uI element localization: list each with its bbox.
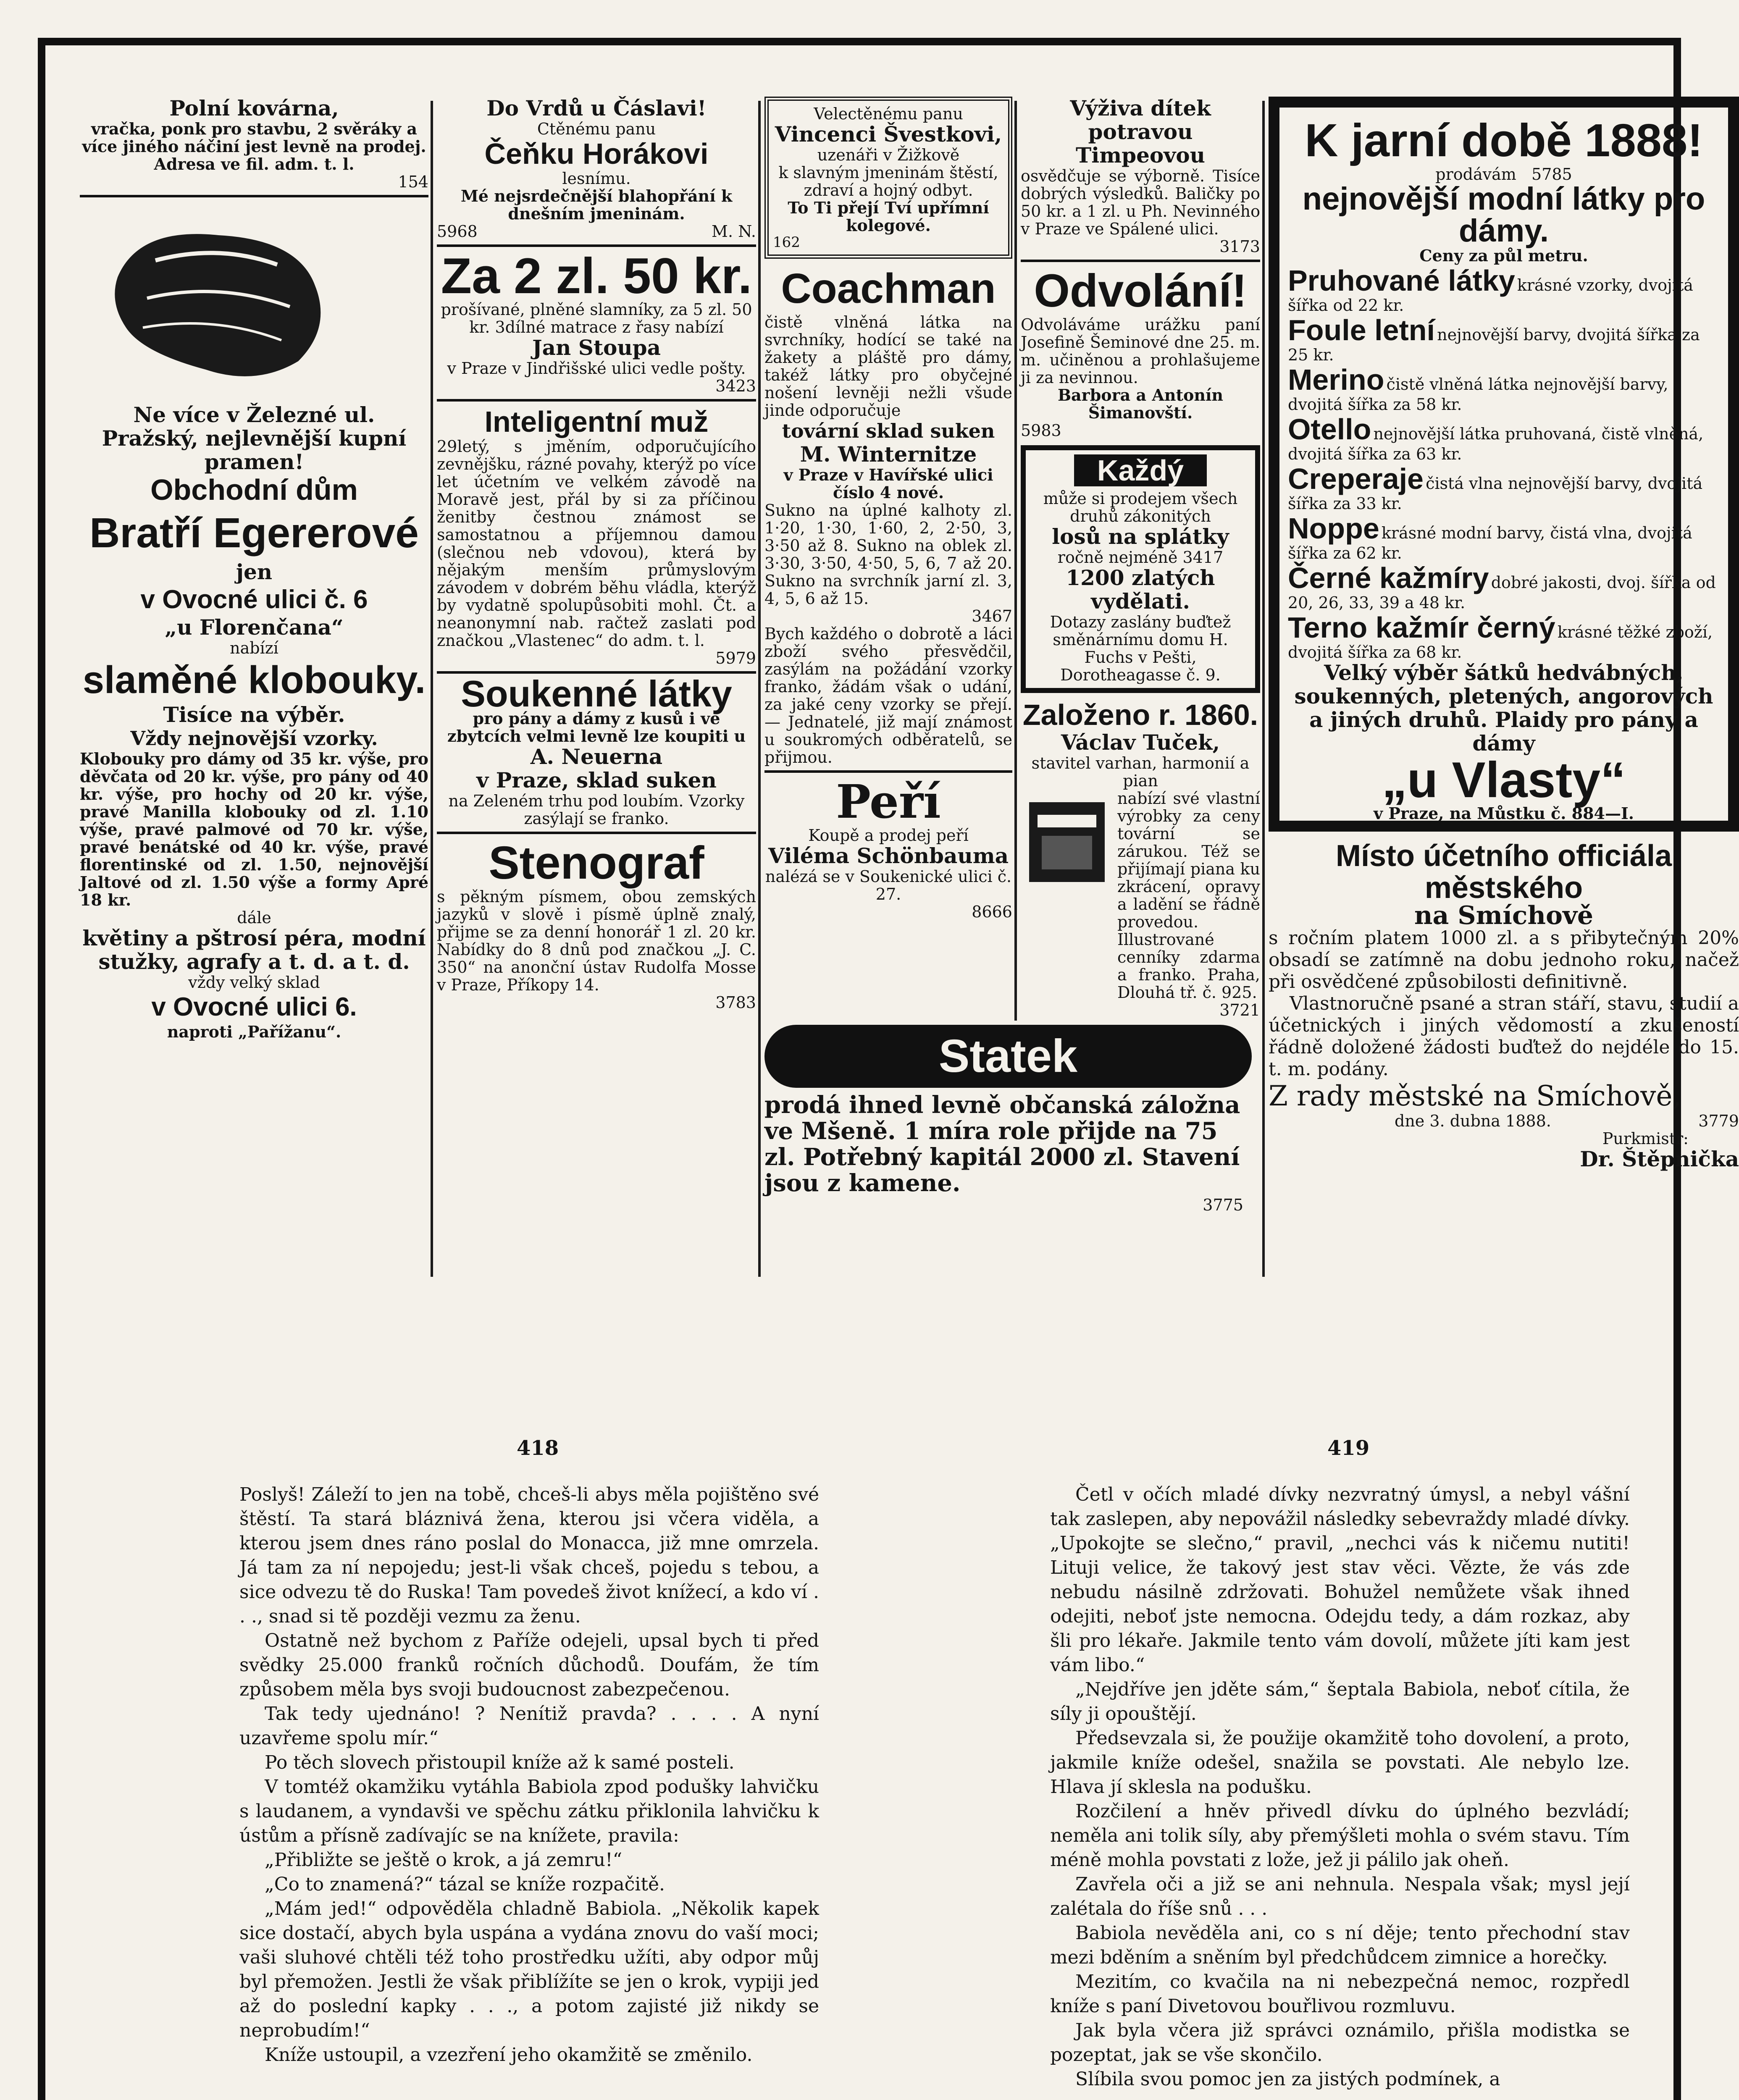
ad-svestka-line4: k slavným jmeninám štěstí, zdraví a hojný odbyt. [778,163,998,200]
ad-kovarna-title: Polní kovárna, [169,96,339,121]
story-paragraph: „Co to znamená?“ tázal se kníže rozpačitě. [265,1874,665,1895]
ad-vlasta-item-desc: čistá vlna nejnovější barvy, dvojitá šířka za 33 kr. [1288,474,1703,513]
ad-vlasta-item-name: Otello [1288,413,1371,446]
ad-peri-line2: Koupě a prodej peří [808,826,969,845]
ad-stenograf-line1: Stenograf [489,837,704,889]
ad-vlasta-box [1269,97,1739,832]
ad-stoupa-number: 3423 [715,377,756,395]
story-paragraph: Po těch slovech přistoupil kníže až k samé posteli. [265,1752,735,1773]
ad-statek-number: 3775 [1203,1196,1243,1214]
story-paragraph: Předsevzala si, že použije okamžitě toho dovolení, a proto, jakmile kníže odešel, snažila se povstati. Ale nebylo lze. Hlava jí sklesla na podušku. [1050,1727,1630,1798]
ad-vlasta-item-desc: čistě vlněná látka nejnovější barvy, dvojitá šířka za 58 kr. [1288,375,1668,414]
ad-peri-number: 8666 [972,903,1012,921]
ad-horak-line4: lesnímu. [562,169,631,188]
column-divider [758,101,761,1277]
ad-vlasta-line4: Ceny za půl metru. [1419,246,1588,265]
divider [80,195,428,197]
ad-egerer-line5: jen [236,559,273,584]
ad-odvolani-number: 5983 [1021,421,1061,440]
ad-egerer-line3: Obchodní dům [150,473,358,506]
story-column-left [239,1483,819,2067]
ad-svestka-number: 162 [773,234,800,251]
ad-column-1 [80,97,428,1281]
ad-tucek-line2: Václav Tuček, [1061,730,1220,755]
ad-smichov-line4: Vlastnoručně psané a stran stáří, stavu, studií a účetnických i jiných vědomostí a zkušeností řádně doložené žádosti buďtež do nejdéle do 15. t. m. podány. [1269,993,1739,1080]
ad-egerer-line10: Tisíce na výběr. [163,702,345,727]
ad-odvolani-line3: Barbora a Antonín Šimanovští. [1057,386,1224,422]
ad-egerer-line9: slaměné klobouky. [82,659,426,701]
ad-kazdy-box [1021,445,1260,693]
ad-odvolani-line2: Odvoláváme urážku paní Josefině Šeminové dne 25. m. m. učiněnou a prohlašujeme ji za nevinnou. [1021,315,1260,387]
hat-icon [80,202,428,403]
ad-column-4 [1021,96,1260,1019]
ad-egerer-line17: naproti „Pařížanu“. [167,1022,341,1041]
ad-statek-text: prodá ihned levně občanská záložna ve Mšeně. 1 míra role přijde na 75 zl. Potřebný kapitál 2000 zl. Stavení jsou z kamene. [764,1091,1240,1197]
ad-egerer-line2: Pražský, nejlevnější kupní pramen! [102,426,407,474]
ad-tucek-body [1021,790,1260,1001]
ad-coachman-line2: čistě vlněná látka na svrchníky, hodící se také na žakety a pláště pro dámy, takéž látky pro obyčejné nošení levněji nežli všude jinde odporučuje [764,313,1012,420]
ad-vlasta-item-desc: krásné modní barvy, čistá vlna, dvojitá šířka za 62 kr. [1288,524,1692,562]
ad-vlasta-line7: v Praze, na Můstku č. 884—I. [1374,804,1634,823]
ad-egerer-line11: Vždy nejnovější vzorky. [130,727,378,750]
ad-kazdy-line6: Dotazy zaslány buďtež směnárnímu domu H. Fuchs v Pešti, Dorotheagasse č. 9. [1050,613,1231,684]
ad-horak-number: 5968 [437,222,478,241]
ad-timpe-line1: Výživa dítek potravou Timpeovou [1070,96,1211,168]
ad-vlasta-item-name: Černé kažmíry [1288,562,1489,594]
ad-horak-footer [437,223,756,240]
ad-vlasta-item [1288,265,1720,314]
ad-neuern-line5: na Zeleném trhu pod loubím. Vzorky zasýlají se franko. [448,792,745,828]
ad-svestka-box [764,97,1012,259]
story-paragraph: Četl v očích mladé dívky nezvratný úmysl, a nebyl vášní tak zaslepen, aby nepovážil následky sebevraždy mladé dívky. „Upokojte se slečno,“ pravil, „nechci vás k ničemu nutiti! Lituji velice, že takový jest stav věci. Vězte, že vás zde nebudu násilně zdržovati. Bohužel nemůžete však ihned odejiti, neboť jste nemocna. Odejdu tedy, a dám rozkaz, aby šli pro lékaře. Jakmile tento vám dovolí, můžete jíti kam jest vám libo.“ [1050,1484,1630,1676]
ad-smichov-line1: Místo účetního officiála městského [1335,839,1672,905]
ad-svestka-line5: To Ti přejí Tví upřímní kolegové. [788,198,989,235]
ad-smichov-line3: s ročním platem 1000 zl. a s přibytečným 20% obsadí se zatímně na dobu jednoho roku, načež při osvědčené způsobilosti definitivně. [1269,927,1739,992]
ad-stoupa-line2: prošívané, plněné slamníky, za 5 zl. 50 kr. 3dílné matrace z řasy nabízí [441,300,752,336]
story-paragraph: Slíbila svou pomoc jen za jistých podmínek, a [1075,2068,1500,2090]
ad-neuern-line4: v Praze, sklad suken [476,768,717,793]
ad-kovarna-text: vračka, ponk pro stavbu, 2 svěráky a více jiného náčiní jest levně na prodej. Adresa ve fil. adm. t. l. [82,119,426,173]
ad-stoupa-line1: Za 2 zl. 50 kr. [441,248,752,304]
ad-vlasta-item-name: Pruhované látky [1288,264,1515,297]
story-paragraph: Kníže ustoupil, a vzezření jeho okamžitě se změnilo. [265,2044,753,2066]
ad-timpe-line2: osvědčuje se výborně. Tisíce dobrých výsledků. Baličky po 50 kr. a 1 zl. u Ph. Nevinného v Praze ve Spálené ulici. [1021,167,1260,238]
ad-vlasta-line6: „u Vlasty“ [1382,752,1626,808]
ad-vlasta-item-desc: dobré jakosti, dvoj. šířka od 20, 26, 33, 39 a 48 kr. [1288,573,1716,612]
ad-vlasta-item-name: Terno kažmír černý [1288,611,1555,644]
ad-smichov-number: 3779 [1698,1112,1739,1130]
ad-tucek-number: 3721 [1219,1001,1260,1019]
ad-egerer-line12: Klobouky pro dámy od 35 kr. výše, pro děvčata od 20 kr. výše, pro pány od 40 kr. výše, pro hochy od 20 kr. výše, pravé Manilla klobouky od zl. 1.10 výše, pravé palmové od 70 kr. výše, pravé benátské od 40 kr. výše, pravé florentinské od zl. 1.50, nejnovější Jaltové od zl. 1.50 výše a formy Apré 18 kr. [80,749,428,909]
ad-vlasta-line2: prodávám [1435,165,1516,184]
ad-stenograf-number: 3783 [715,993,756,1012]
ad-odvolani-line1: Odvolání! [1034,265,1247,317]
ad-smichov-line6: dne 3. dubna 1888. [1395,1112,1551,1130]
ad-coachman-line5: v Praze v Havířské ulici číslo 4 nové. [783,465,993,502]
ad-neuern-line3: A. Neuerna [530,744,663,769]
ad-statek-title: Statek [938,1030,1078,1082]
ad-coachman-line4: M. Winternitze [800,442,977,467]
ad-peri-line1: Peří [836,774,941,829]
ad-smichov-line7: Purkmistr: [1602,1129,1689,1148]
ad-egerer-line7: „u Florenčana“ [165,615,344,640]
ad-horak-line3: Čeňku Horákovi [484,137,709,170]
ad-vlasta-item [1288,463,1720,512]
ad-vlasta-line1: K jarní době 1888! [1305,115,1703,166]
ad-kovarna-number: 154 [398,173,428,191]
ad-svestka-line3: uzenáři v Žižkově [817,146,960,164]
story-paragraph: Babiola nevěděla ani, co s ní děje; tento přechodní stav mezi bděním a sněním byl předchůdcem zimnice a horečky. [1050,1922,1630,1968]
ad-smichov-date-row [1269,1112,1739,1130]
ad-neuern-line2: pro pány a dámy z kusů i ve zbytcích velmi levně lze koupiti u [447,709,746,746]
ad-tucek-line3: stavitel varhan, harmonií a pian [1031,754,1250,790]
ad-coachman-number: 3467 [972,607,1012,625]
harmonium-icon [1021,790,1113,890]
story-paragraph: Rozčilení a hněv přivedl dívku do úplného bezvládí; neměla ani tolik síly, aby přemýšleti mohla o svém stavu. Tím méně mohla povstati z lože, jež ji pálilo jak oheň. [1050,1801,1630,1871]
page-number-right: 419 [1327,1436,1370,1460]
story-paragraph: Poslyš! Záleží to jen na tobě, chceš-li abys měla pojištěno své štěstí. Ta stará bláznivá žena, kterou jsi včera viděla, a kterou jsem dnes ráno poslal do Monacca, již mne omrzela. Já tam za ní nepojedu; jest-li však chceš, pojedu s tebou, a sice odvezu tě do Ruska! Tam povedeš život knížecí, a kdo ví . . ., snad si tě později vezmu za ženu. [239,1484,819,1627]
ad-kazdy-line4: ročně nejméně [1057,548,1178,567]
story-paragraph: V tomtéž okamžiku vytáhla Babiola zpod poduškу lahvičku s laudanem, a vyndavši ve spěchu zátku přiklonila lahvičku k ústům a přísně zadívajíc se na knížete, pravila: [239,1776,819,1846]
ad-stoupa-line3: Jan Stoupa [532,335,661,360]
ad-vlasta-item-name: Creperaje [1288,462,1424,495]
story-paragraph: Ostatně než bychom z Paříže odejeli, upsal bych ti před svědky 25.000 franků ročních důchodů. Doufám, že tím způsobem měla bys svoji budoucnost zabezpečenou. [239,1630,819,1700]
ad-coachman-line1: Coachman [781,265,996,312]
ad-vlasta-item [1288,512,1720,562]
ad-egerer-line6: v Ovocné ulici č. 6 [140,585,368,614]
ad-kazdy-line3: losů na splátky [1052,524,1229,549]
ad-egerer-line13: dále [237,908,271,927]
ad-peri-line4: nalézá se v Soukenické ulici č. 27. [765,867,1012,903]
page-number-left: 418 [517,1436,559,1460]
ad-statek-banner [764,1025,1252,1088]
ad-tucek-line4: nabízí své vlastní výrobky za ceny tovární se zárukou. Též se přijímají piana ku zkrácení, opravy a ladění se řádně provedou. Illustrované cenníky zdarma a franko. Praha, Dlouhá tř. č. 925. [1117,789,1260,1002]
story-paragraph: Jak byla včera již správci oznámilo, přišla modistka se pozeptat, jak se vše skončilo. [1050,2020,1630,2066]
ad-horak-signature: M. N. [712,222,756,241]
ad-svestka-line1: Velectěnému panu [814,105,963,123]
column-divider [1014,101,1017,1021]
story-paragraph: „Mám jed!“ odpověděla chladně Babiola. „Několik kapek sice dostačí, abych byla uspána a vydána znovu do vaší moci; vaši sluhové chtěli též toho prostředku užíti, aby odpor můj byl přemožen. Jestli že však přiblížíte se jen o krok, vypiji jed až do poslední kapky . . ., a potom zajisté již nikdy se neprobudím!“ [239,1898,819,2041]
ad-vlasta-line5: Velký výběr šátků hedvábných, soukenných, pletených, angorových a jiných druhů. Plaidy pro pány a dámy [1294,660,1713,756]
ad-vlasta-item-name: Noppe [1288,512,1379,545]
ad-column-5 [1269,97,1739,1281]
ad-peri-line3: Viléma Schönbauma [768,843,1009,868]
ad-horak-line2: Ctěnému panu [537,120,656,138]
column-divider [431,101,433,1277]
ad-stenograf-line2: s pěkným písmem, obou zemských jazyků v slově i písmě úplně znalý, přijme se za denní honorář 1 zl. 20 kr. Nabídky do 8 dnů pod značkou „J. C. 350“ na anonční ústav Rudolfa Mosse v Praze, Příkopy 14. [437,887,756,994]
ad-vlasta-item [1288,612,1720,661]
ad-vlasta-item [1288,562,1720,612]
ad-muz-line1: Inteligentní muž [484,405,709,438]
ad-vlasta-item-desc: krásné vzorky, dvojitá šířka od 22 kr. [1288,276,1693,315]
advertisement-section [80,96,1739,1281]
ad-smichov-line5: Z rady městské na Smíchově, [1269,1080,1681,1112]
ad-kazdy-number: 3417 [1182,548,1224,567]
divider [764,770,1012,773]
ad-statek [764,1025,1252,1277]
divider [437,244,756,247]
ad-vlasta-item [1288,413,1720,463]
ad-coachman-line6: Sukno na úplné kalhoty zl. 1·20, 1·30, 1·60, 2, 2·50, 3, 3·50 až 8. Sukno na oblek zl. 3·30, 3·50, 4·50, 5, 6, 7 až 20. Sukno na svrchník jarní zl. 3, 4, 5, 6 až 15. [764,501,1012,608]
ad-stoupa-line4: v Praze v Jindřišské ulici vedle pošty. [447,359,746,378]
ad-vlasta-item-name: Merino [1288,363,1384,396]
story-paragraph: „Přibližte se ještě o krok, a já zemru!“ [265,1849,623,1871]
hat-illustration [80,202,428,403]
ad-horak-line1: Do Vrdů u Čáslavi! [486,96,707,121]
ad-vlasta-item [1288,314,1720,364]
ad-egerer-line4: Bratří Egererové [89,509,419,556]
ad-vlasta-line3: nejnovější modní látky pro dámy. [1302,181,1705,249]
ad-vlasta-item-desc: nejnovější barvy, dvojitá šířka za 25 kr. [1288,326,1700,364]
story-paragraph: Tak tedy ujednáno! ? Nenítiž pravda? . . . . A nyní uzavřeme spolu mír.“ [239,1703,819,1749]
ad-vlasta-item-desc: nejnovější látka pruhovaná, čistě vlněná, dvojitá šířka za 63 kr. [1288,425,1704,463]
ad-svestka-line2: Vincenci Švestkovi, [775,122,1002,147]
ad-coachman-line3: tovární sklad suken [782,420,995,442]
column-divider [1262,101,1265,1277]
ad-muz-line2: 29letý, s jměním, odporučujícího zevnějšku, rázné povahy, kterýž po více let účetním ve velkém závodě na Moravě jest, přál by si za příčinou ženitby čestnou známost se samostatnou a příjemnou damou (slečnou neb vdovou), která by nějakým menším průmyslovým závodem v dobrém běhu vládla, kterýž by vydatně spolupůsobiti mohl. Čt. a neanonymní nab. račtež zaslati pod značkou „Vlastenec“ do adm. t. l. [437,437,756,650]
ad-vlasta-item-name: Foule letní [1288,314,1435,346]
ad-horak-line5: Mé nejsrdečnější blahopřání k dnešním jmeninám. [460,186,733,223]
divider [437,399,756,402]
story-column-right [1050,1483,1630,2092]
ad-egerer-line14: květiny a pštrosí péra, modní stužky, agrafy a t. d. a t. d. [82,926,426,974]
story-paragraph: Zavřela oči a již se ani nehnula. Nespala však; mysl její zalétala do říše snů . . . [1050,1874,1630,1919]
ad-kazdy-banner [1074,454,1207,486]
story-paragraph: Mezitím, co kvačila na ni nebezpečná nemoc, rozpředl kníže s paní Divetovou bouřlivou rozmluvu. [1050,1971,1630,2017]
ad-kazdy-line5: 1200 zlatých vydělati. [1066,565,1215,614]
ad-vlasta-line2-row [1288,165,1720,183]
ad-vlasta-number: 5785 [1531,165,1572,184]
ad-muz-number: 5979 [715,649,756,667]
ad-column-2 [437,97,756,1281]
ad-kazdy-line4-row [1030,549,1251,566]
ad-smichov-line8: Dr. Štěpnička [1580,1147,1739,1171]
ad-kazdy-line1: Každý [1097,454,1184,487]
ad-egerer-line8: nabízí [230,639,278,657]
ad-neuern-line1: Soukenné látky [461,673,732,714]
ad-timpe-number: 3173 [1219,237,1260,256]
ad-tucek-line1: Založeno r. 1860. [1022,698,1258,731]
ad-egerer-line15: vždy velký sklad [188,973,320,992]
divider [437,832,756,834]
divider [1021,260,1260,262]
ad-kazdy-line2: může si prodejem všech druhů zákonitých [1043,489,1238,525]
ad-vlasta-item [1288,364,1720,413]
ad-coachman-line7: Bych každého o dobrotě a láci zboží svého přesvědčil, zasýlám na požádání vzorky franko, žádám však o udání, za jaké ceny vzorky se přejí. — Jednatelé, již mají známost u soukromých odběratelů, se přijmou. [764,625,1012,766]
story-paragraph: „Nejdříve jen jděte sám,“ šeptala Babiola, neboť cítila, že síly ji opouštějí. [1050,1679,1630,1725]
ad-vlasta-item-desc: krásné těžké zboží, dvojitá šířka za 68 kr. [1288,623,1713,662]
ad-egerer-line1: Ne více v Železné ul. [133,402,375,427]
ad-smichov-line2: na Smíchově [1414,901,1594,930]
ad-egerer-line16: v Ovocné ulici 6. [151,992,357,1021]
